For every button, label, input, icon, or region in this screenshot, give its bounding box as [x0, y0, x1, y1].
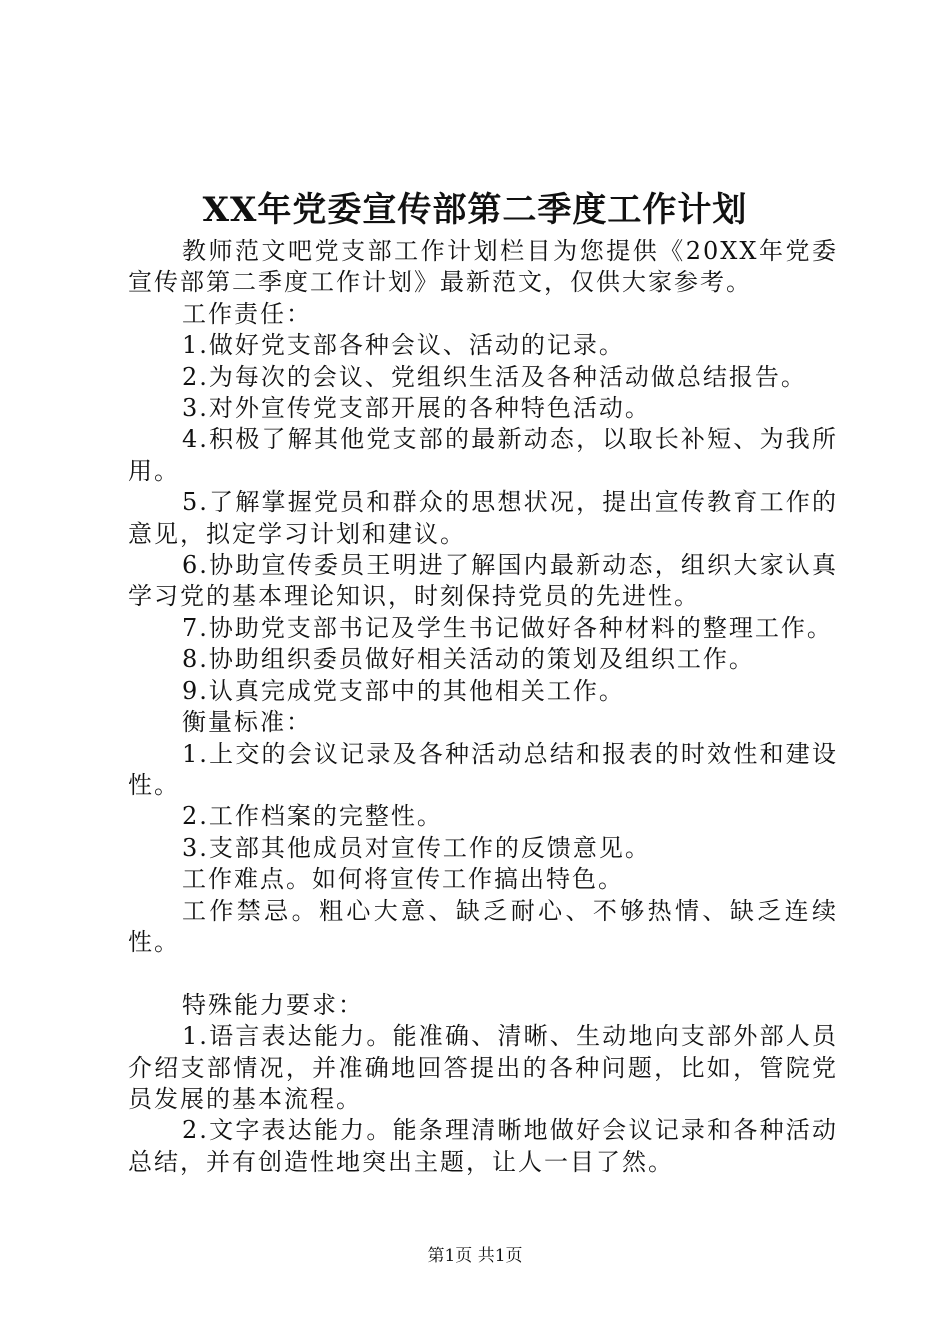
list-item: 3.支部其他成员对宣传工作的反馈意见。 — [182, 833, 651, 862]
list-item: 4.积极了解其他党支部的最新动态，以取长补短、为我所用。 — [128, 425, 838, 485]
list-item: 9.认真完成党支部中的其他相关工作。 — [182, 676, 625, 705]
list-item: 2.为每次的会议、党组织生活及各种活动做总结报告。 — [182, 362, 807, 391]
list-item: 1.上交的会议记录及各种活动总结和报表的时效性和建设性。 — [128, 739, 838, 799]
list-item: 6.协助宣传委员王明进了解国内最新动态，组织大家认真学习党的基本理论知识，时刻保持党员的先进性。 — [128, 551, 838, 611]
list-item: 1.语言表达能力。能准确、清晰、生动地向支部外部人员介绍支部情况，并准确地回答提出的各种问题，比如，管院党员发展的基本流程。 — [128, 1022, 838, 1113]
document-body — [128, 236, 838, 1178]
list-item: 8.协助组织委员做好相关活动的策划及组织工作。 — [182, 645, 755, 674]
list-item: 5.了解掌握党员和群众的思想状况，提出宣传教育工作的意见，拟定学习计划和建议。 — [128, 488, 838, 548]
intro-paragraph: 教师范文吧党支部工作计划栏目为您提供《20XX年党委宣传部第二季度工作计划》最新范文，仅供大家参考。 — [128, 237, 838, 297]
document-title: XX年党委宣传部第二季度工作计划 — [202, 190, 748, 230]
list-item: 2.文字表达能力。能条理清晰地做好会议记录和各种活动总结，并有创造性地突出主题，让人一目了然。 — [128, 1116, 838, 1176]
difficulty-paragraph: 工作难点。如何将宣传工作搞出特色。 — [182, 865, 624, 894]
list-item: 3.对外宣传党支部开展的各种特色活动。 — [182, 394, 651, 423]
taboo-paragraph: 工作禁忌。粗心大意、缺乏耐心、不够热情、缺乏连续性。 — [128, 896, 838, 956]
list-item: 1.做好党支部各种会议、活动的记录。 — [182, 331, 625, 360]
blank-line — [128, 958, 838, 989]
list-item: 2.工作档案的完整性。 — [182, 802, 443, 831]
section-heading-abilities: 特殊能力要求： — [182, 990, 364, 1019]
section-heading-responsibilities: 工作责任： — [182, 299, 312, 328]
list-item: 7.协助党支部书记及学生书记做好各种材料的整理工作。 — [182, 613, 833, 642]
section-heading-standards: 衡量标准： — [182, 708, 312, 737]
page-footer: 第1页 共1页 — [427, 1246, 523, 1266]
